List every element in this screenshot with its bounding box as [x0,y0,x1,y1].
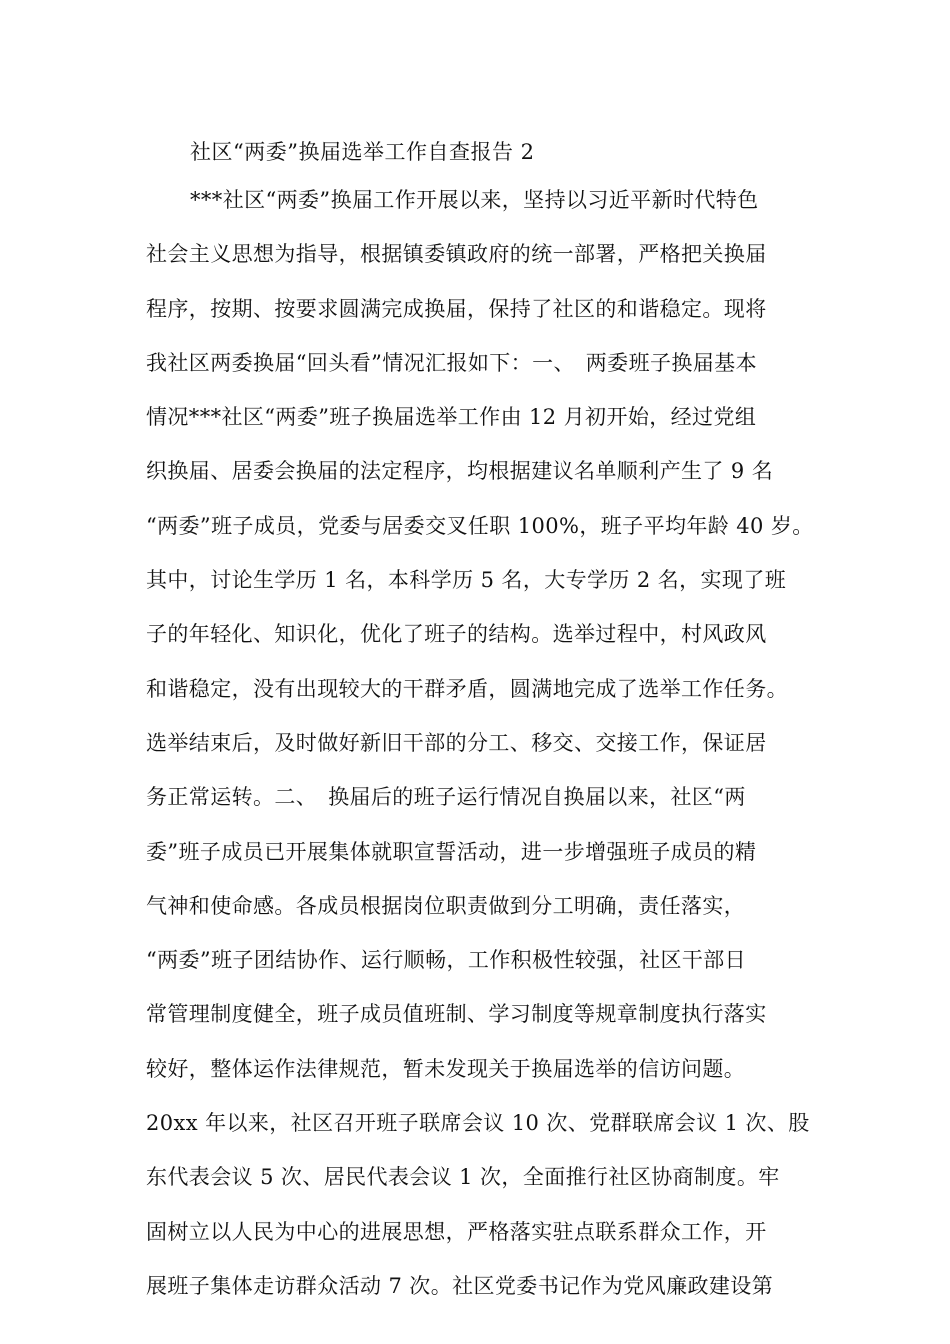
body-line: “两委”班子成员，党委与居委交叉任职 100%，班子平均年龄 40 岁。 [146,513,814,538]
body-line: 我社区两委换届“回头看”情况汇报如下：一、 两委班子换届基本 [146,350,757,375]
body-line: 选举结束后，及时做好新旧干部的分工、移交、交接工作，保证居 [146,730,767,755]
body-line: 和谐稳定，没有出现较大的干群矛盾，圆满地完成了选举工作任务。 [146,676,788,701]
body-line: 20xx 年以来，社区召开班子联席会议 10 次、党群联席会议 1 次、股 [146,1111,810,1136]
body-line: 社会主义思想为指导，根据镇委镇政府的统一部署，严格把关换届 [146,242,767,267]
body-line: 较好，整体运作法律规范，暂未发现关于换届选举的信访问题。 [146,1056,746,1081]
body-line: 务正常运转。二、 换届后的班子运行情况自换届以来，社区“两 [146,785,746,810]
body-line: ***社区“两委”换届工作开展以来，坚持以习近平新时代特色 [190,188,759,212]
body-line: 程序，按期、按要求圆满完成换届，保持了社区的和谐稳定。现将 [146,296,767,321]
document-body [146,183,826,1323]
body-line: 常管理制度健全，班子成员值班制、学习制度等规章制度执行落实 [146,1002,767,1027]
document-title: 社区“两委”换届选举工作自查报告 2 [190,140,535,164]
body-line: 情况***社区“两委”班子换届选举工作由 12 月初开始，经过党组 [146,405,757,430]
body-line: 气神和使命感。各成员根据岗位职责做到分工明确，责任落实， [146,893,746,918]
body-line: “两委”班子团结协作、运行顺畅，工作积极性较强，社区干部日 [146,948,747,973]
body-line: 东代表会议 5 次、居民代表会议 1 次，全面推行社区协商制度。牢 [146,1165,780,1190]
body-line: 固树立以人民为中心的进展思想，严格落实驻点联系群众工作，开 [146,1219,767,1244]
body-line: 展班子集体走访群众活动 7 次。社区党委书记作为党风廉政建设第 [146,1273,774,1298]
body-line: 其中，讨论生学历 1 名，本科学历 5 名，大专学历 2 名，实现了班 [146,568,787,593]
body-line: 子的年轻化、知识化，优化了班子的结构。选举过程中，村风政风 [146,622,767,647]
body-line: 织换届、居委会换届的法定程序，均根据建议名单顺利产生了 9 名 [146,459,774,484]
body-line: 委”班子成员已开展集体就职宣誓活动，进一步增强班子成员的精 [146,839,757,864]
